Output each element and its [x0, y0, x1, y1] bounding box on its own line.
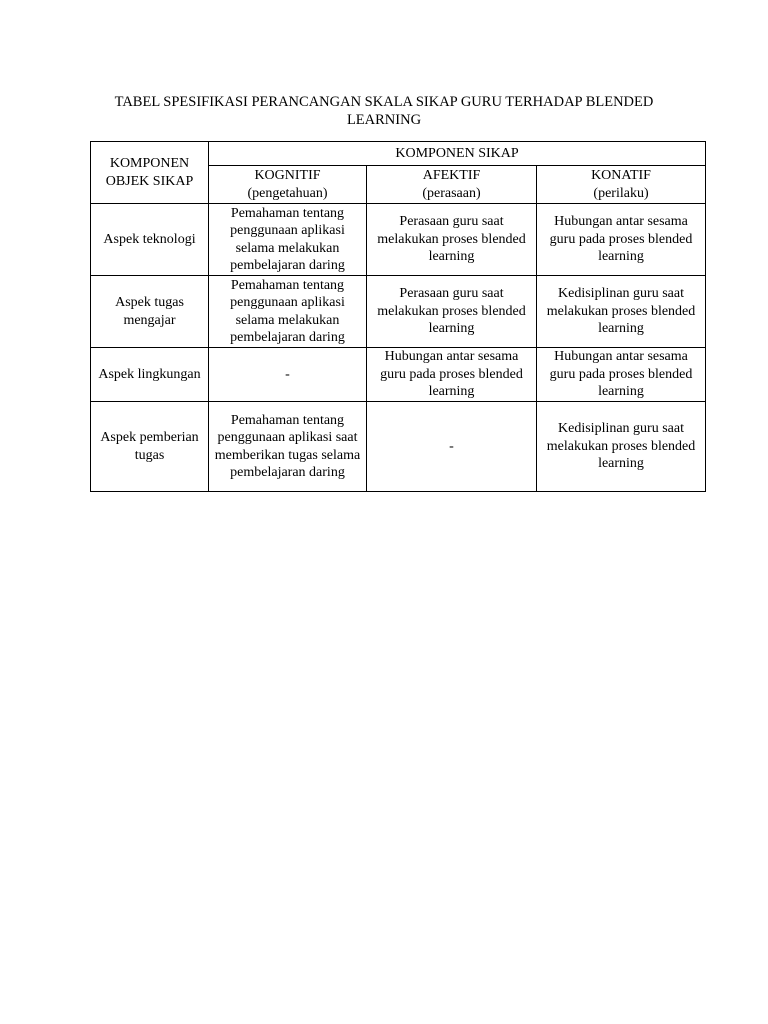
row-aspect: Aspek tugas mengajar: [91, 276, 209, 348]
table-row: [91, 402, 706, 492]
header-afektif: [367, 166, 537, 204]
header-kognitif: [209, 166, 367, 204]
cell-kognitif: Pemahaman tentang penggunaan aplikasi selama melakukan pembelajaran daring: [209, 276, 367, 348]
header-kognitif-sub: (pengetahuan): [247, 185, 328, 201]
cell-afektif: Perasaan guru saat melakukan proses blended learning: [367, 204, 537, 276]
header-afektif-name: AFEKTIF: [422, 168, 481, 183]
cell-afektif: Perasaan guru saat melakukan proses blended learning: [367, 276, 537, 348]
specification-table: [90, 141, 706, 492]
table-row: [91, 348, 706, 402]
header-group: KOMPONEN SIKAP: [209, 142, 706, 166]
row-aspect: Aspek pemberian tugas: [91, 402, 209, 492]
cell-afektif: -: [367, 402, 537, 492]
cell-konatif: Hubungan antar sesama guru pada proses blended learning: [537, 204, 706, 276]
header-object-col: KOMPONEN OBJEK SIKAP: [91, 142, 209, 204]
cell-kognitif: Pemahaman tentang penggunaan aplikasi selama melakukan pembelajaran daring: [209, 204, 367, 276]
cell-konatif: Kedisiplinan guru saat melakukan proses blended learning: [537, 276, 706, 348]
cell-afektif: Hubungan antar sesama guru pada proses blended learning: [367, 348, 537, 402]
cell-konatif: Hubungan antar sesama guru pada proses blended learning: [537, 348, 706, 402]
header-konatif: [537, 166, 706, 204]
cell-kognitif: Pemahaman tentang penggunaan aplikasi saat memberikan tugas selama pembelajaran daring: [209, 402, 367, 492]
header-kognitif-name: KOGNITIF: [254, 168, 321, 183]
header-konatif-sub: (perilaku): [593, 185, 649, 201]
header-row-top: [91, 142, 706, 166]
table-row: [91, 276, 706, 348]
cell-konatif: Kedisiplinan guru saat melakukan proses blended learning: [537, 402, 706, 492]
cell-kognitif: -: [209, 348, 367, 402]
header-afektif-sub: (perasaan): [422, 185, 481, 201]
table-row: [91, 204, 706, 276]
row-aspect: Aspek teknologi: [91, 204, 209, 276]
header-konatif-name: KONATIF: [591, 168, 651, 183]
row-aspect: Aspek lingkungan: [91, 348, 209, 402]
page-title: TABEL SPESIFIKASI PERANCANGAN SKALA SIKAP GURU TERHADAP BLENDED LEARNING: [114, 94, 654, 128]
